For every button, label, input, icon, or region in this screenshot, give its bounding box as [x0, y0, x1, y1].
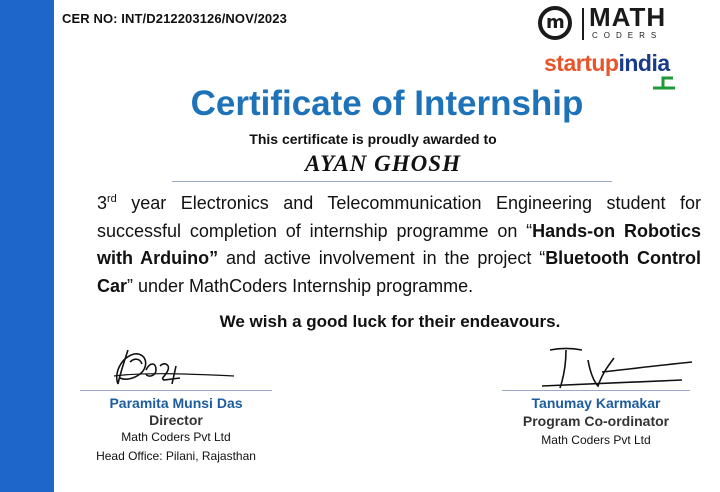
director-name: Paramita Munsi Das [109, 395, 243, 411]
award-subtitle: This certificate is proudly awarded to [249, 131, 497, 147]
side-color-bar [0, 0, 54, 492]
logo-subtitle: CODERS [592, 31, 663, 40]
india-text: india [618, 50, 670, 76]
head-office: Head Office: Pilani, Rajasthan [96, 449, 256, 463]
director-signature [84, 344, 324, 388]
mathcoders-logo [538, 4, 688, 48]
director-title: Director [149, 412, 203, 428]
coordinator-organization: Math Coders Pvt Ltd [541, 433, 651, 447]
name-underline [172, 181, 612, 182]
certificate-number: CER NO: INT/D212203126/NOV/2023 [62, 11, 287, 26]
coordinator-name: Tanumay Karmakar [531, 395, 661, 411]
logo-name: MATH [589, 2, 667, 32]
startup-text: startup [544, 50, 619, 76]
startup-india-logo [544, 50, 670, 76]
project-name: Bluetooth Control Car [97, 248, 701, 296]
wish-message: We wish a good luck for their endeavours. [219, 312, 561, 331]
certificate-title: Certificate of Internship [190, 84, 584, 123]
certificate-body: 3rd year Electronics and Telecommunication Engineering student for successful completion of internship programme on “Hands-on Robotics with Arduino” and active involvement in the project “Bluetooth Control Car” under MathCoders Internship programme. [97, 193, 701, 296]
recipient-name: AYAN GHOSH [305, 151, 461, 176]
left-signature-line [80, 390, 272, 391]
logo-divider [582, 8, 584, 40]
coordinator-signature [532, 344, 702, 390]
program-name: Hands-on Robotics with Arduino” [97, 220, 701, 268]
right-signature-line [502, 390, 690, 391]
logo-mark-icon: m [538, 6, 572, 40]
certificate-page [54, 0, 720, 492]
coordinator-title: Program Co-ordinator [522, 413, 670, 429]
director-organization: Math Coders Pvt Ltd [121, 430, 231, 444]
